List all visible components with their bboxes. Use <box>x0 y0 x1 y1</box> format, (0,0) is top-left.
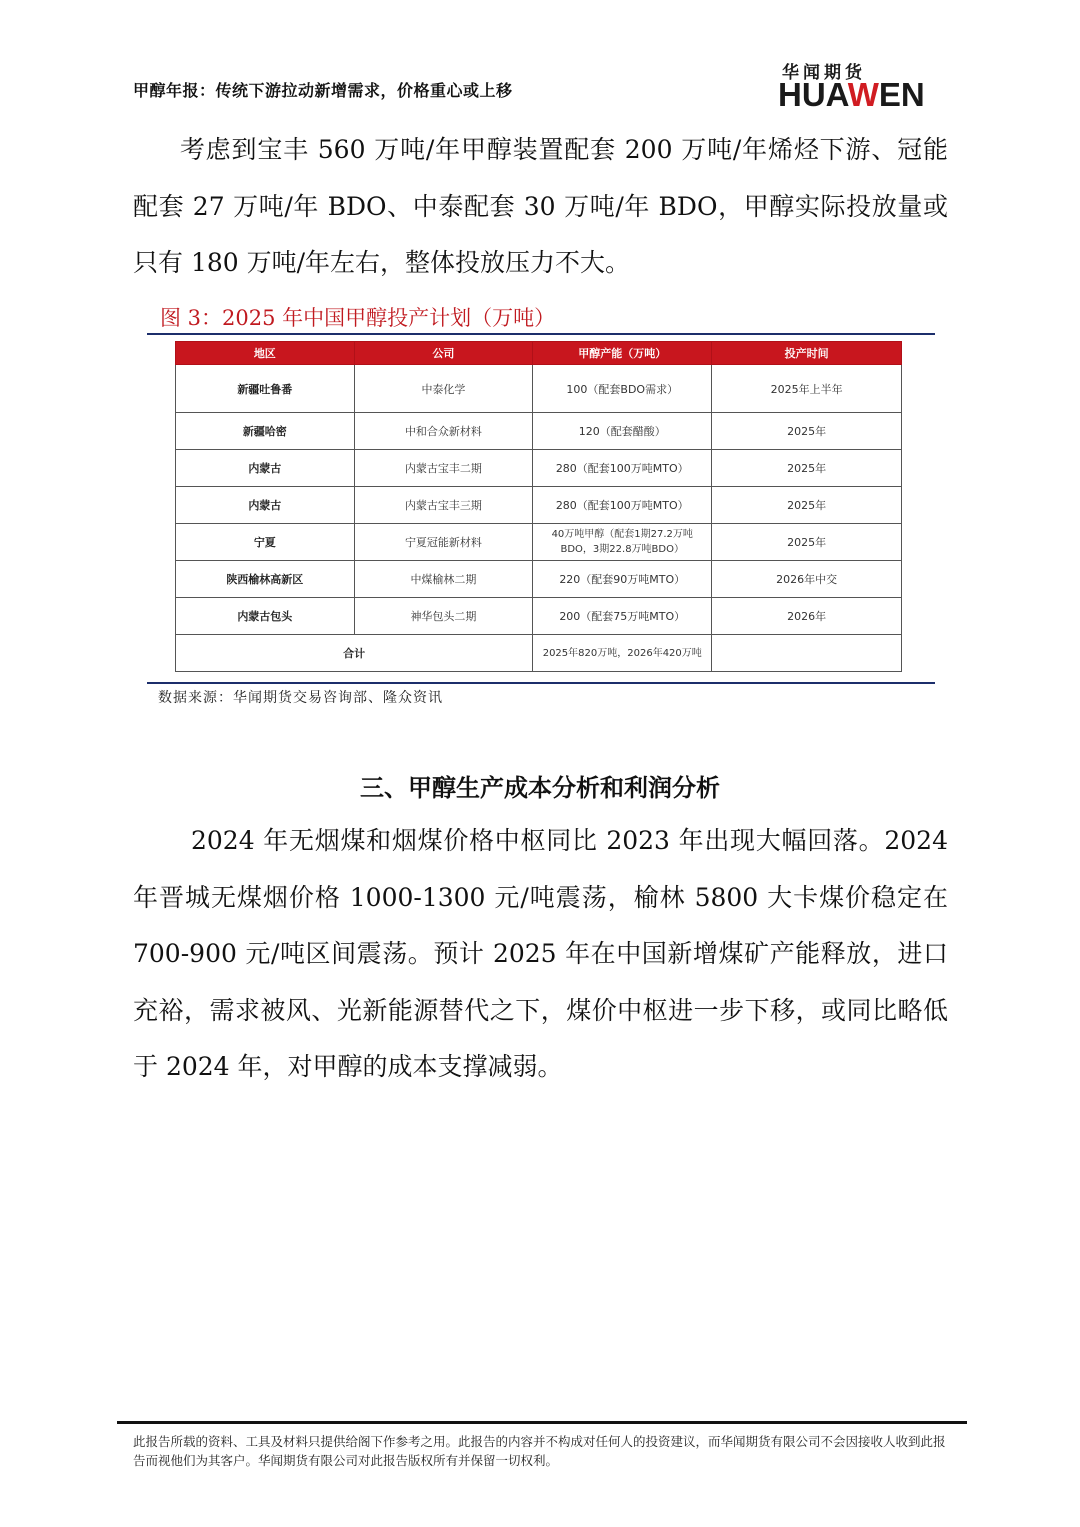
section-paragraph-text: 2024 年无烟煤和烟煤价格中枢同比 2023 年出现大幅回落。2024 年晋城无煤烟价格 1000-1300 元/吨震荡，榆林 5800 大卡煤价稳定在 700-900 元/吨区间震荡。预计 2025 年在中国新增煤矿产能释放，进口充裕，需求被风、光新能源替代之下，煤价中枢进一步下移，或同比略低于 2024 年，对甲醇的成本支撑减弱。 <box>133 826 948 1081</box>
cell-region: 内蒙古 <box>176 487 355 524</box>
figure-top-rule <box>147 333 935 335</box>
table-row <box>176 598 902 635</box>
cell-capacity: 280（配套100万吨MTO） <box>533 487 712 524</box>
huawen-logo <box>778 58 953 112</box>
cell-company: 神华包头二期 <box>354 598 533 635</box>
cell-region: 内蒙古包头 <box>176 598 355 635</box>
table-row <box>176 561 902 598</box>
cell-time: 2026年 <box>712 598 902 635</box>
cell-company: 中煤榆林二期 <box>354 561 533 598</box>
cell-total-time <box>712 635 902 672</box>
cell-capacity: 280（配套100万吨MTO） <box>533 450 712 487</box>
cell-time: 2025年 <box>712 450 902 487</box>
table-row <box>176 413 902 450</box>
table-total-row <box>176 635 902 672</box>
cell-total-capacity: 2025年820万吨，2026年420万吨 <box>533 635 712 672</box>
table-row <box>176 524 902 561</box>
cell-capacity: 100（配套BDO需求） <box>533 365 712 413</box>
cell-region: 宁夏 <box>176 524 355 561</box>
cell-time: 2025年 <box>712 487 902 524</box>
cell-company: 内蒙古宝丰二期 <box>354 450 533 487</box>
logo-en-prefix: HUA <box>778 76 848 113</box>
cell-company: 中和合众新材料 <box>354 413 533 450</box>
report-header-title: 甲醇年报：传统下游拉动新增需求，价格重心或上移 <box>133 81 513 100</box>
column-header-region: 地区 <box>176 342 355 365</box>
intro-paragraph <box>133 122 948 292</box>
cell-total-label: 合计 <box>176 635 533 672</box>
logo-en-suffix: EN <box>878 76 925 113</box>
cell-company: 宁夏冠能新材料 <box>354 524 533 561</box>
table-row <box>176 450 902 487</box>
logo-w-mark-icon: W <box>847 76 879 113</box>
table-row <box>176 365 902 413</box>
cell-region: 内蒙古 <box>176 450 355 487</box>
cell-region: 新疆哈密 <box>176 413 355 450</box>
figure-source: 数据来源：华闻期货交易咨询部、隆众资讯 <box>158 690 443 706</box>
column-header-capacity: 甲醇产能（万吨） <box>533 342 712 365</box>
cell-time: 2025年 <box>712 524 902 561</box>
figure-title: 图 3：2025 年中国甲醇投产计划（万吨） <box>160 306 556 330</box>
cell-region: 陕西榆林高新区 <box>176 561 355 598</box>
cell-capacity: 220（配套90万吨MTO） <box>533 561 712 598</box>
cell-company: 内蒙古宝丰三期 <box>354 487 533 524</box>
logo-chinese-text: 华闻期货 <box>782 63 866 83</box>
cell-region: 新疆吐鲁番 <box>176 365 355 413</box>
cell-capacity: 200（配套75万吨MTO） <box>533 598 712 635</box>
intro-paragraph-text: 考虑到宝丰 560 万吨/年甲醇装置配套 200 万吨/年烯烃下游、冠能配套 27 万吨/年 BDO、中泰配套 30 万吨/年 BDO，甲醇实际投放量或只有 180 万吨/年左右，整体投放压力不大。 <box>133 135 948 277</box>
footer-disclaimer: 此报告所载的资料、工具及材料只提供给阁下作参考之用。此报告的内容并不构成对任何人的投资建议，而华闻期货有限公司不会因接收人收到此报告而视他们为其客户。华闻期货有限公司对此报告版权所有并保留一切权利。 <box>133 1434 946 1468</box>
cell-time: 2025年 <box>712 413 902 450</box>
cell-capacity: 120（配套醋酸） <box>533 413 712 450</box>
column-header-company: 公司 <box>354 342 533 365</box>
section-heading: 三、甲醇生产成本分析和利润分析 <box>360 774 720 802</box>
footer-rule <box>117 1421 967 1424</box>
methanol-capacity-table <box>175 341 902 672</box>
cell-capacity: 40万吨甲醇（配套1期27.2万吨BDO，3期22.8万吨BDO） <box>533 524 712 561</box>
section-paragraph <box>133 813 948 1096</box>
column-header-time: 投产时间 <box>712 342 902 365</box>
cell-time: 2026年中交 <box>712 561 902 598</box>
cell-company: 中泰化学 <box>354 365 533 413</box>
figure-bottom-rule <box>147 682 935 684</box>
table-row <box>176 487 902 524</box>
cell-time: 2025年上半年 <box>712 365 902 413</box>
logo-english-text <box>778 78 925 112</box>
table-header-row <box>176 342 902 365</box>
